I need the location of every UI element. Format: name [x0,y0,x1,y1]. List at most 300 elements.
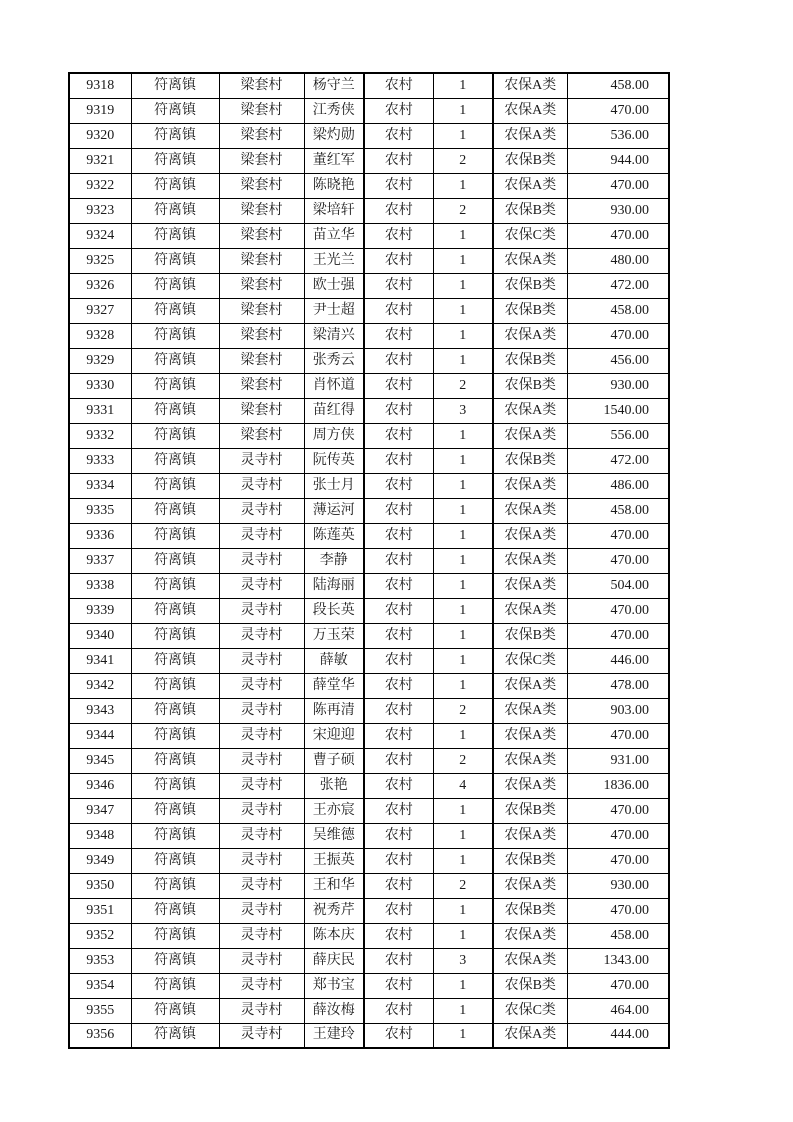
cell-person-count: 2 [433,873,493,898]
cell-person-name: 肖怀道 [304,373,364,398]
cell-amount: 464.00 [567,998,669,1023]
cell-insurance-category: 农保A类 [493,748,567,773]
cell-residence-type: 农村 [364,998,433,1023]
cell-amount: 556.00 [567,423,669,448]
cell-amount: 930.00 [567,198,669,223]
table-row [69,623,669,648]
cell-village: 灵寺村 [219,698,304,723]
table-row [69,123,669,148]
cell-residence-type: 农村 [364,773,433,798]
table-row [69,248,669,273]
cell-amount: 931.00 [567,748,669,773]
cell-village: 灵寺村 [219,948,304,973]
cell-town: 符离镇 [131,273,219,298]
cell-person-count: 1 [433,423,493,448]
cell-residence-type: 农村 [364,673,433,698]
cell-village: 灵寺村 [219,548,304,573]
cell-town: 符离镇 [131,523,219,548]
cell-residence-type: 农村 [364,898,433,923]
cell-person-count: 1 [433,973,493,998]
cell-amount: 470.00 [567,223,669,248]
cell-amount: 1836.00 [567,773,669,798]
cell-person-count: 3 [433,948,493,973]
cell-person-name: 王光兰 [304,248,364,273]
cell-residence-type: 农村 [364,548,433,573]
table-row [69,598,669,623]
cell-amount: 470.00 [567,98,669,123]
cell-town: 符离镇 [131,223,219,248]
cell-serial-number: 9331 [69,398,131,423]
cell-person-name: 陈晓艳 [304,173,364,198]
cell-insurance-category: 农保A类 [493,323,567,348]
cell-person-name: 梁灼勋 [304,123,364,148]
cell-insurance-category: 农保A类 [493,498,567,523]
cell-residence-type: 农村 [364,348,433,373]
cell-person-count: 1 [433,1023,493,1048]
cell-serial-number: 9332 [69,423,131,448]
cell-person-count: 1 [433,823,493,848]
cell-insurance-category: 农保B类 [493,348,567,373]
cell-person-count: 1 [433,798,493,823]
cell-amount: 470.00 [567,723,669,748]
cell-person-name: 陈本庆 [304,923,364,948]
table-row [69,498,669,523]
cell-person-count: 1 [433,898,493,923]
cell-insurance-category: 农保B类 [493,973,567,998]
cell-insurance-category: 农保B类 [493,798,567,823]
cell-person-count: 1 [433,173,493,198]
cell-insurance-category: 农保A类 [493,823,567,848]
cell-serial-number: 9348 [69,823,131,848]
cell-person-count: 1 [433,548,493,573]
cell-person-count: 1 [433,523,493,548]
table-row [69,923,669,948]
cell-town: 符离镇 [131,298,219,323]
cell-residence-type: 农村 [364,448,433,473]
cell-town: 符离镇 [131,623,219,648]
cell-town: 符离镇 [131,448,219,473]
cell-serial-number: 9344 [69,723,131,748]
cell-serial-number: 9328 [69,323,131,348]
cell-amount: 470.00 [567,973,669,998]
cell-serial-number: 9327 [69,298,131,323]
cell-person-name: 张士月 [304,473,364,498]
cell-insurance-category: 农保A类 [493,523,567,548]
cell-amount: 472.00 [567,273,669,298]
cell-residence-type: 农村 [364,698,433,723]
cell-village: 梁套村 [219,398,304,423]
cell-person-count: 1 [433,623,493,648]
cell-person-name: 郑书宝 [304,973,364,998]
table-row [69,198,669,223]
cell-person-count: 1 [433,448,493,473]
cell-town: 符离镇 [131,548,219,573]
cell-village: 灵寺村 [219,823,304,848]
cell-person-count: 1 [433,323,493,348]
cell-insurance-category: 农保B类 [493,148,567,173]
cell-insurance-category: 农保A类 [493,548,567,573]
cell-serial-number: 9340 [69,623,131,648]
cell-person-name: 梁清兴 [304,323,364,348]
cell-town: 符离镇 [131,598,219,623]
table-row [69,98,669,123]
cell-town: 符离镇 [131,348,219,373]
cell-amount: 470.00 [567,323,669,348]
cell-residence-type: 农村 [364,848,433,873]
cell-person-name: 薛汝梅 [304,998,364,1023]
cell-person-name: 祝秀芹 [304,898,364,923]
cell-village: 灵寺村 [219,873,304,898]
cell-residence-type: 农村 [364,1023,433,1048]
cell-person-name: 欧士强 [304,273,364,298]
cell-person-count: 3 [433,398,493,423]
cell-person-count: 1 [433,498,493,523]
cell-residence-type: 农村 [364,423,433,448]
cell-town: 符离镇 [131,673,219,698]
cell-person-count: 1 [433,123,493,148]
cell-serial-number: 9326 [69,273,131,298]
cell-town: 符离镇 [131,873,219,898]
cell-town: 符离镇 [131,73,219,98]
cell-village: 灵寺村 [219,773,304,798]
cell-serial-number: 9351 [69,898,131,923]
cell-insurance-category: 农保A类 [493,423,567,448]
cell-serial-number: 9347 [69,798,131,823]
cell-person-name: 董红军 [304,148,364,173]
cell-insurance-category: 农保A类 [493,173,567,198]
cell-insurance-category: 农保A类 [493,598,567,623]
cell-village: 灵寺村 [219,748,304,773]
cell-amount: 472.00 [567,448,669,473]
cell-town: 符离镇 [131,1023,219,1048]
cell-person-name: 薛庆民 [304,948,364,973]
cell-town: 符离镇 [131,423,219,448]
cell-residence-type: 农村 [364,948,433,973]
cell-serial-number: 9323 [69,198,131,223]
cell-village: 梁套村 [219,248,304,273]
cell-village: 梁套村 [219,348,304,373]
cell-amount: 470.00 [567,548,669,573]
cell-insurance-category: 农保A类 [493,248,567,273]
cell-insurance-category: 农保A类 [493,873,567,898]
cell-village: 灵寺村 [219,723,304,748]
cell-town: 符离镇 [131,323,219,348]
cell-person-name: 薛堂华 [304,673,364,698]
cell-village: 梁套村 [219,323,304,348]
cell-town: 符离镇 [131,498,219,523]
cell-insurance-category: 农保A类 [493,398,567,423]
cell-insurance-category: 农保A类 [493,1023,567,1048]
table-row [69,898,669,923]
cell-insurance-category: 农保A类 [493,73,567,98]
cell-village: 梁套村 [219,423,304,448]
cell-serial-number: 9335 [69,498,131,523]
cell-person-count: 1 [433,223,493,248]
cell-person-count: 1 [433,723,493,748]
cell-town: 符离镇 [131,848,219,873]
cell-town: 符离镇 [131,573,219,598]
cell-serial-number: 9325 [69,248,131,273]
cell-serial-number: 9339 [69,598,131,623]
cell-village: 梁套村 [219,173,304,198]
cell-village: 灵寺村 [219,523,304,548]
table-row [69,373,669,398]
cell-insurance-category: 农保A类 [493,923,567,948]
cell-residence-type: 农村 [364,798,433,823]
table-row [69,948,669,973]
cell-village: 灵寺村 [219,1023,304,1048]
cell-serial-number: 9355 [69,998,131,1023]
cell-person-name: 王和华 [304,873,364,898]
cell-person-count: 1 [433,298,493,323]
cell-village: 灵寺村 [219,998,304,1023]
cell-village: 梁套村 [219,148,304,173]
cell-residence-type: 农村 [364,298,433,323]
table-row [69,723,669,748]
cell-residence-type: 农村 [364,923,433,948]
cell-residence-type: 农村 [364,973,433,998]
cell-town: 符离镇 [131,648,219,673]
cell-residence-type: 农村 [364,623,433,648]
cell-town: 符离镇 [131,473,219,498]
cell-person-name: 万玉荣 [304,623,364,648]
cell-person-name: 段长英 [304,598,364,623]
cell-amount: 470.00 [567,898,669,923]
cell-village: 灵寺村 [219,473,304,498]
cell-insurance-category: 农保B类 [493,898,567,923]
cell-serial-number: 9322 [69,173,131,198]
cell-serial-number: 9345 [69,748,131,773]
cell-residence-type: 农村 [364,73,433,98]
cell-village: 梁套村 [219,223,304,248]
cell-insurance-category: 农保A类 [493,573,567,598]
table-row [69,873,669,898]
table-row [69,273,669,298]
cell-town: 符离镇 [131,923,219,948]
cell-person-name: 江秀侠 [304,98,364,123]
cell-serial-number: 9318 [69,73,131,98]
cell-village: 梁套村 [219,198,304,223]
cell-serial-number: 9330 [69,373,131,398]
cell-residence-type: 农村 [364,598,433,623]
cell-serial-number: 9334 [69,473,131,498]
cell-residence-type: 农村 [364,498,433,523]
cell-person-count: 2 [433,148,493,173]
cell-village: 梁套村 [219,273,304,298]
cell-amount: 470.00 [567,598,669,623]
table-row [69,298,669,323]
cell-village: 梁套村 [219,123,304,148]
table-row [69,148,669,173]
cell-village: 灵寺村 [219,923,304,948]
table-row [69,523,669,548]
cell-person-count: 2 [433,198,493,223]
cell-amount: 536.00 [567,123,669,148]
table-row [69,73,669,98]
table-row [69,1023,669,1048]
cell-serial-number: 9338 [69,573,131,598]
cell-person-count: 1 [433,573,493,598]
table-row [69,773,669,798]
cell-amount: 444.00 [567,1023,669,1048]
cell-insurance-category: 农保A类 [493,773,567,798]
table-row [69,398,669,423]
cell-town: 符离镇 [131,773,219,798]
cell-serial-number: 9337 [69,548,131,573]
cell-town: 符离镇 [131,173,219,198]
cell-person-count: 1 [433,348,493,373]
cell-insurance-category: 农保B类 [493,448,567,473]
cell-person-name: 王亦宸 [304,798,364,823]
cell-village: 灵寺村 [219,598,304,623]
cell-person-name: 吴维德 [304,823,364,848]
cell-person-name: 周方侠 [304,423,364,448]
cell-insurance-category: 农保C类 [493,223,567,248]
table-row [69,673,669,698]
cell-person-count: 1 [433,248,493,273]
cell-serial-number: 9354 [69,973,131,998]
cell-person-name: 苗红得 [304,398,364,423]
cell-serial-number: 9353 [69,948,131,973]
cell-insurance-category: 农保A类 [493,473,567,498]
cell-person-count: 4 [433,773,493,798]
cell-residence-type: 农村 [364,523,433,548]
cell-person-name: 薄运河 [304,498,364,523]
cell-person-name: 宋迎迎 [304,723,364,748]
cell-village: 灵寺村 [219,648,304,673]
cell-insurance-category: 农保A类 [493,123,567,148]
cell-serial-number: 9341 [69,648,131,673]
payment-table-body [69,73,669,1048]
cell-amount: 944.00 [567,148,669,173]
cell-village: 灵寺村 [219,848,304,873]
cell-residence-type: 农村 [364,373,433,398]
cell-amount: 486.00 [567,473,669,498]
cell-insurance-category: 农保A类 [493,948,567,973]
table-row [69,223,669,248]
cell-amount: 470.00 [567,798,669,823]
cell-residence-type: 农村 [364,223,433,248]
cell-residence-type: 农村 [364,248,433,273]
cell-amount: 1540.00 [567,398,669,423]
cell-amount: 470.00 [567,173,669,198]
cell-serial-number: 9356 [69,1023,131,1048]
cell-person-name: 阮传英 [304,448,364,473]
cell-village: 梁套村 [219,98,304,123]
cell-amount: 930.00 [567,373,669,398]
cell-residence-type: 农村 [364,98,433,123]
cell-insurance-category: 农保B类 [493,298,567,323]
cell-town: 符离镇 [131,798,219,823]
cell-residence-type: 农村 [364,148,433,173]
cell-person-name: 陈再清 [304,698,364,723]
cell-serial-number: 9336 [69,523,131,548]
cell-person-name: 薛敏 [304,648,364,673]
cell-town: 符离镇 [131,823,219,848]
cell-amount: 470.00 [567,623,669,648]
cell-person-name: 曹子硕 [304,748,364,773]
table-row [69,698,669,723]
cell-amount: 446.00 [567,648,669,673]
cell-person-count: 1 [433,98,493,123]
cell-town: 符离镇 [131,148,219,173]
cell-insurance-category: 农保A类 [493,673,567,698]
cell-amount: 930.00 [567,873,669,898]
cell-town: 符离镇 [131,898,219,923]
cell-village: 灵寺村 [219,448,304,473]
cell-person-name: 尹士超 [304,298,364,323]
cell-insurance-category: 农保B类 [493,198,567,223]
table-row [69,323,669,348]
cell-residence-type: 农村 [364,398,433,423]
cell-amount: 1343.00 [567,948,669,973]
cell-person-name: 李静 [304,548,364,573]
cell-insurance-category: 农保A类 [493,98,567,123]
cell-town: 符离镇 [131,723,219,748]
cell-person-count: 1 [433,923,493,948]
cell-amount: 504.00 [567,573,669,598]
cell-serial-number: 9320 [69,123,131,148]
cell-serial-number: 9350 [69,873,131,898]
table-row [69,973,669,998]
cell-serial-number: 9329 [69,348,131,373]
cell-residence-type: 农村 [364,873,433,898]
cell-town: 符离镇 [131,948,219,973]
cell-village: 灵寺村 [219,623,304,648]
cell-village: 灵寺村 [219,673,304,698]
table-row [69,173,669,198]
cell-serial-number: 9343 [69,698,131,723]
cell-amount: 456.00 [567,348,669,373]
cell-person-count: 1 [433,598,493,623]
cell-serial-number: 9349 [69,848,131,873]
cell-person-count: 1 [433,473,493,498]
cell-person-name: 苗立华 [304,223,364,248]
cell-amount: 470.00 [567,823,669,848]
cell-residence-type: 农村 [364,273,433,298]
cell-person-count: 2 [433,698,493,723]
table-row [69,998,669,1023]
cell-insurance-category: 农保B类 [493,623,567,648]
cell-insurance-category: 农保B类 [493,273,567,298]
cell-person-name: 陆海丽 [304,573,364,598]
cell-person-name: 王振英 [304,848,364,873]
cell-town: 符离镇 [131,98,219,123]
cell-town: 符离镇 [131,373,219,398]
cell-residence-type: 农村 [364,748,433,773]
cell-town: 符离镇 [131,248,219,273]
cell-person-name: 张秀云 [304,348,364,373]
cell-amount: 458.00 [567,73,669,98]
cell-residence-type: 农村 [364,173,433,198]
cell-person-count: 1 [433,73,493,98]
table-row [69,748,669,773]
cell-amount: 458.00 [567,498,669,523]
cell-serial-number: 9324 [69,223,131,248]
cell-person-count: 1 [433,998,493,1023]
cell-village: 梁套村 [219,73,304,98]
table-row [69,448,669,473]
cell-person-count: 1 [433,648,493,673]
cell-village: 梁套村 [219,298,304,323]
table-row [69,848,669,873]
cell-residence-type: 农村 [364,198,433,223]
cell-town: 符离镇 [131,973,219,998]
cell-serial-number: 9352 [69,923,131,948]
cell-town: 符离镇 [131,198,219,223]
cell-amount: 458.00 [567,298,669,323]
table-row [69,573,669,598]
